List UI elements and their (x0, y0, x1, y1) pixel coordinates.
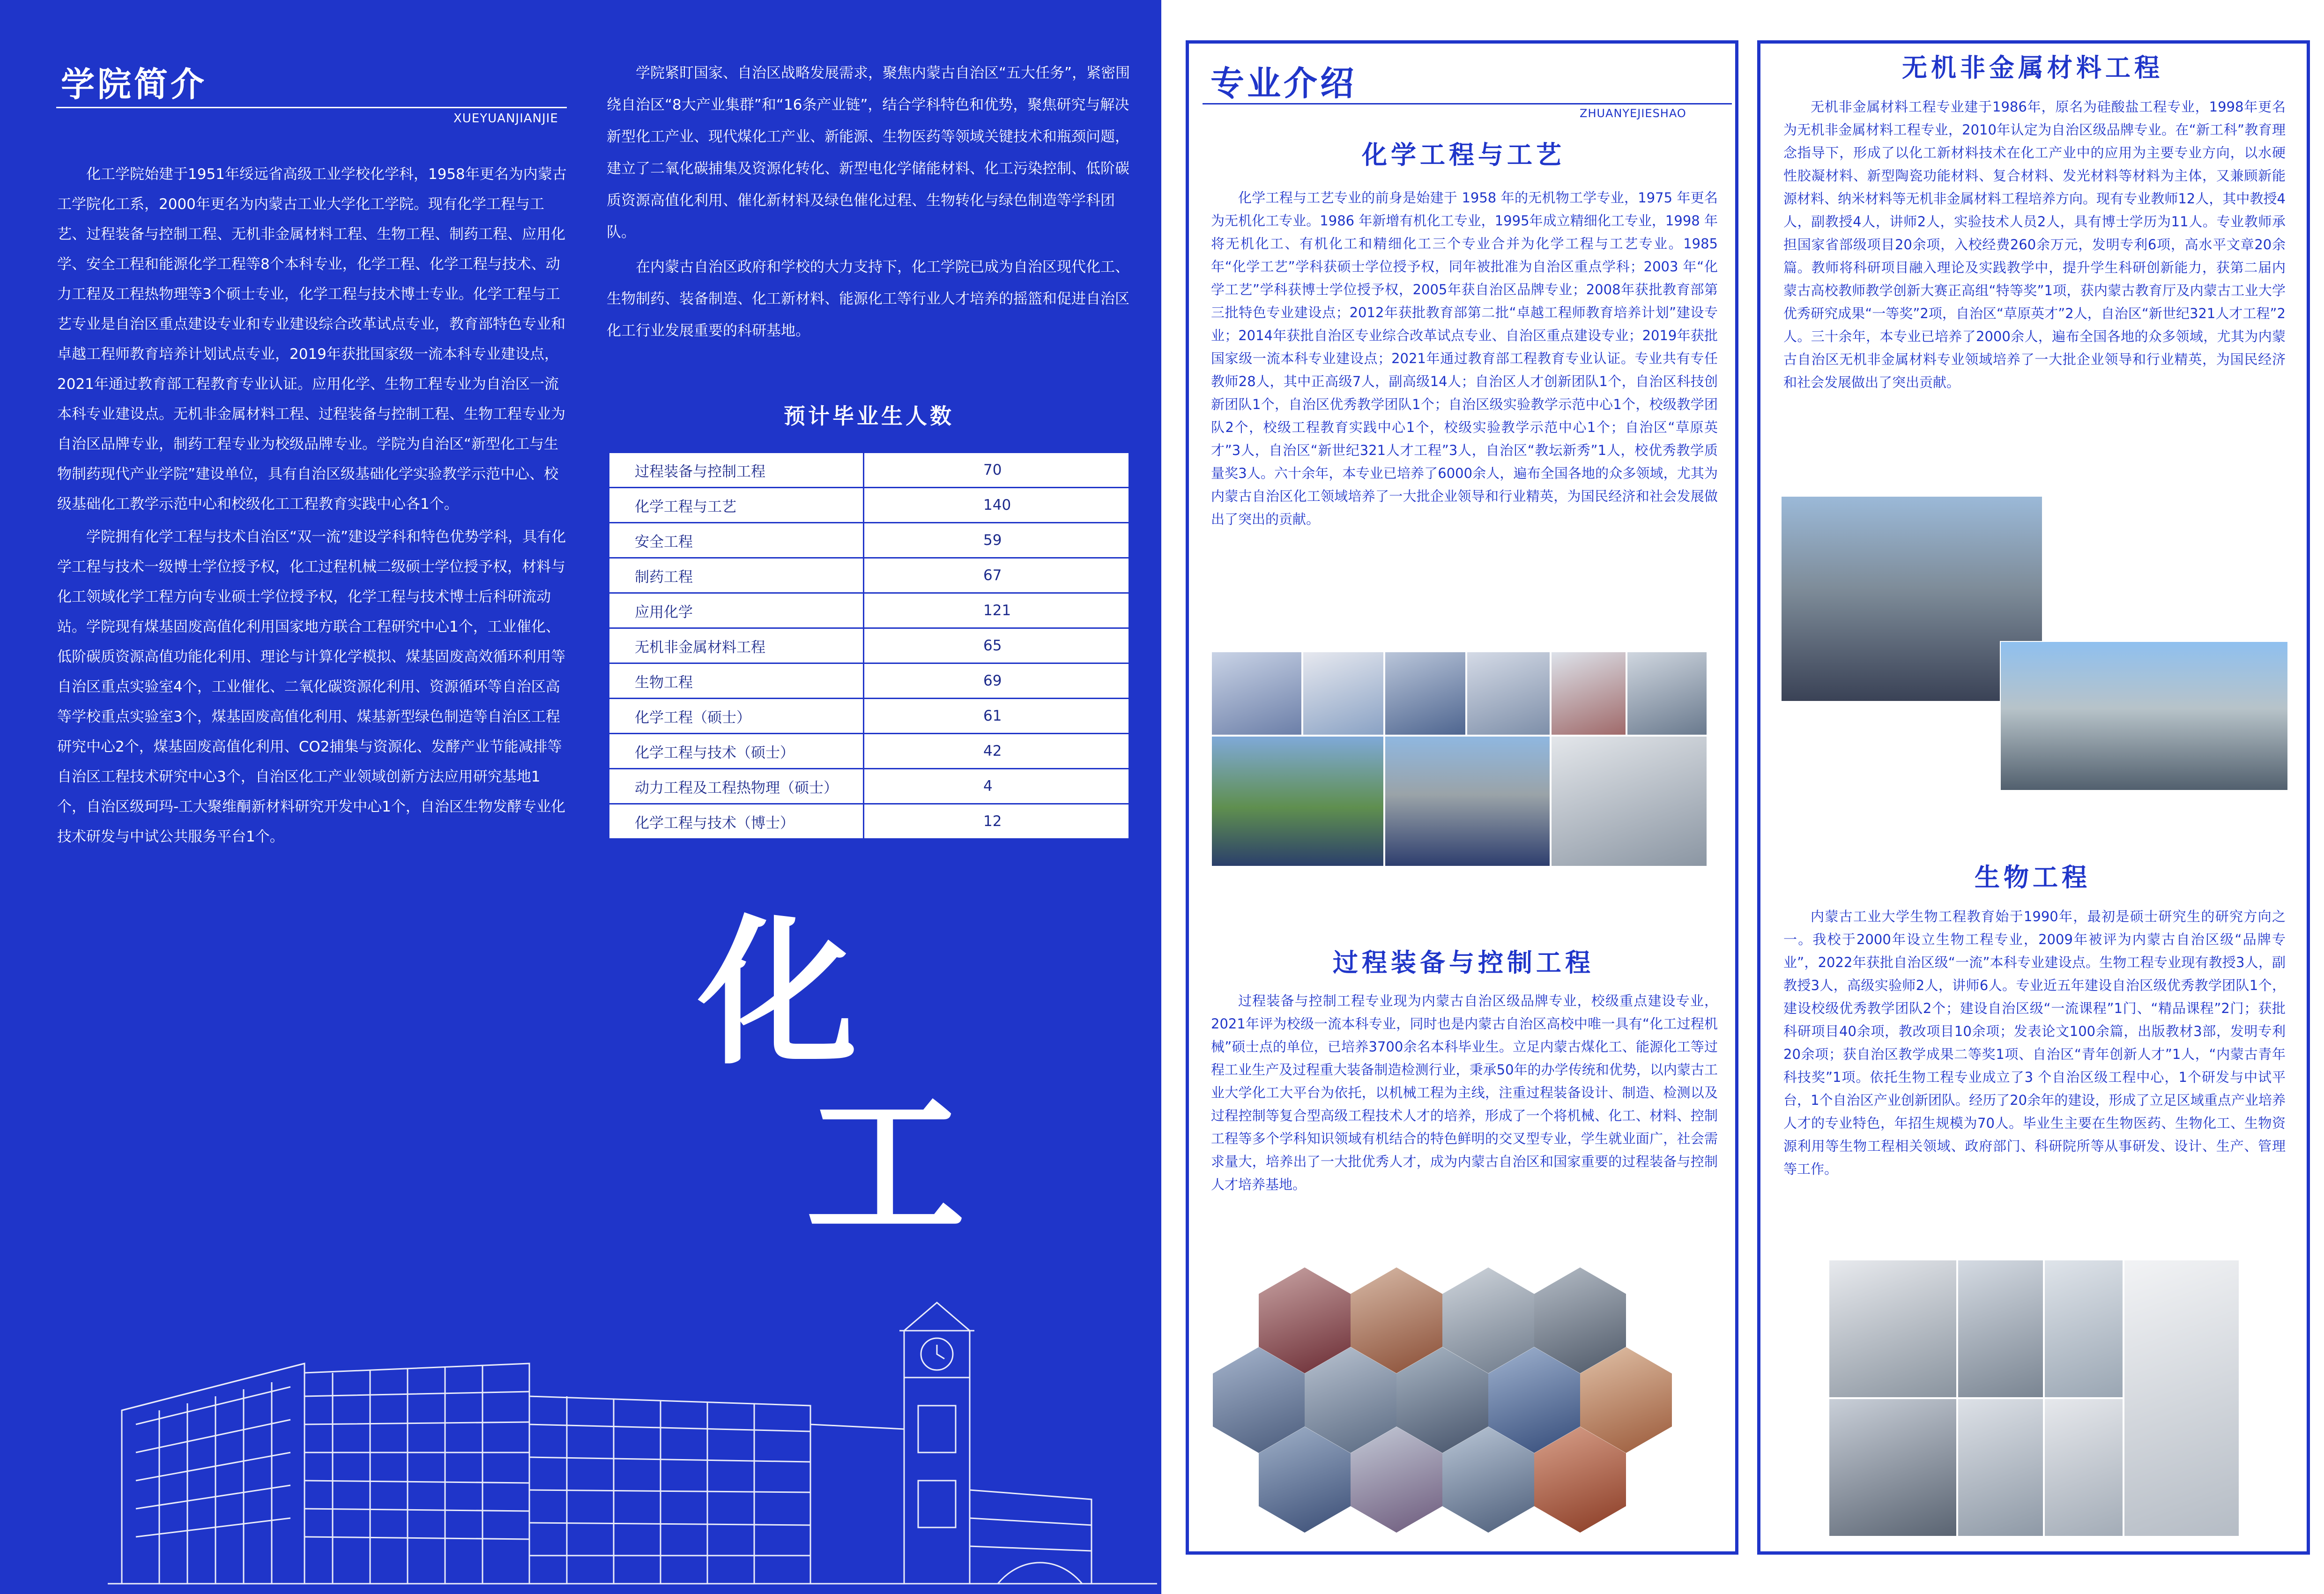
table-row (609, 734, 1129, 769)
graduate-count: 70 (864, 453, 1129, 488)
bio-heading: 生物工程 (1975, 862, 2091, 892)
table-row (609, 804, 1129, 839)
majors-title-underline (1203, 103, 1732, 104)
major-name: 无机非金属材料工程 (609, 628, 864, 663)
intro-paragraph-2: 学院拥有化学工程与技术自治区“双一流”建设学科和特色优势学科，具有化学工程与技术一级博士学位授予权，化工过程机械二级硕士学位授予权，材料与化工领域化学工程方向专业硕士学位授予权，化学工程与技术博士后科研流动站。学院现有煤基固废高值化利用国家地方联合工程研究中心1个，工业催化、低阶碳质资源高值功能化利用、理论与计算化学模拟、煤基固废高效循环利用等自治区重点实验室4个，工业催化、二氧化碳资源化利用、资源循环等自治区高等学校重点实验室3个，煤基固废高值化利用、煤基新型绿色制造等自治区工程研究中心2个，煤基固废高值化利用、CO2捕集与资源化、发酵产业节能减排等自治区工程技术研究中心3个，自治区化工产业领域创新方法应用研究基地1个，自治区级珂玛-工大聚维酮新材料研究开发中心1个，自治区生物发酵专业化技术研发与中试公共服务平台1个。 (57, 529, 566, 845)
graduate-count: 12 (864, 804, 1129, 839)
calligraphy-char-gong: 工 (806, 1073, 965, 1260)
major-name: 安全工程 (609, 523, 864, 558)
table-row (609, 523, 1129, 558)
graduate-count: 4 (864, 769, 1129, 804)
major-name: 过程装备与控制工程 (609, 453, 864, 488)
chem-photo-grid (1211, 651, 1708, 867)
graduate-count: 140 (864, 488, 1129, 523)
intro-title-underline (56, 107, 567, 108)
major-name: 化学工程与技术（硕士） (609, 734, 864, 769)
table-row (609, 593, 1129, 628)
lab-photo (1626, 651, 1708, 736)
chem-text: 化学工程与工艺专业的前身是始建于 1958 年的无机物工学专业，1975 年更名为无机化工专业。1986 年新增有机化工专业，1995年成立精细化工专业，1998 年将无机化工、有机化工和精细化工三个专业合并为化学工程与工艺专业。1985 年“化学工艺”学科获硕士学位授予权，同年被批准为自治区重点学科；2003 年“化学工艺”学科获博士学位授予权，2005年获自治区品牌专业；2008年获批教育部第三批特色专业建设点；2012年获批教育部第二批“卓越工程师教育培养计划”建设专业；2014年获批自治区专业综合改革试点专业、自治区重点建设专业；2019年获批国家级一流本科专业建设点；2021年通过教育部工程教育专业认证。专业共有专任教师28人，其中正高级7人，副高级14人；自治区人才创新团队1个，自治区科技创新团队1个，自治区优秀教学团队1个；自治区级实验教学示范中心1个，校级教学团队2个，校级工程教育实践中心1个，校级实验教学示范中心1个；自治区“草原英才”3人，自治区“新世纪321人才工程”3人，自治区“教坛新秀”1人，校优秀教学质量奖3人。六十余年，本专业已培养了6000余人，遍布全国各地的众多领域，尤其为内蒙古自治区化工领域培养了一大批企业领导和行业精英，为国民经济和社会发展做出了突出的贡献。 (1211, 190, 1718, 527)
majors-pinyin: ZHUANYEJIESHAO (1580, 107, 1686, 120)
intro-column-1 (57, 159, 568, 855)
major-name: 制药工程 (609, 558, 864, 593)
intro-pinyin: XUEYUANJIANJIE (453, 112, 558, 126)
table-row (609, 628, 1129, 663)
graduate-count: 65 (864, 628, 1129, 663)
inorganic-heading: 无机非金属材料工程 (1902, 52, 2163, 82)
lab-photo (2044, 1398, 2124, 1537)
researcher-photo (2124, 1259, 2240, 1537)
intro-paragraph-4: 在内蒙古自治区政府和学校的大力支持下，化工学院已成为自治区现代化工、生物制药、装备制造、化工新材料、能源化工等行业人才培养的摇篮和促进自治区化工行业发展重要的科研基地。 (607, 259, 1129, 339)
majors-title: 专业介绍 (1210, 64, 1357, 103)
major-name: 化学工程与技术（博士） (609, 804, 864, 839)
major-name: 生物工程 (609, 663, 864, 699)
group-photo-outdoor (1211, 736, 1384, 867)
lab-photo (1384, 651, 1466, 736)
major-name: 化学工程（硕士） (609, 699, 864, 734)
lab-photo (1466, 651, 1551, 736)
lab-photo (1957, 1398, 2044, 1537)
bio-text: 内蒙古工业大学生物工程教育始于1990年，最初是硕士研究生的研究方向之一。我校于2000年设立生物工程专业，2009年被评为内蒙古自治区级“品牌专业”，2022年获批自治区级“一流”本科专业建设点。生物工程专业现有教授3人，副教授3人，高级实验师2人，讲师6人。专业近五年建设自治区级优秀教学团队1个，建设校级优秀教学团队2个；建设自治区级“一流课程”1门、“精品课程”2门；获批科研项目40余项，教改项目10余项；发表论文100余篇，出版教材3部，发明专利20余项；获自治区教学成果二等奖1项、自治区“青年创新人才”1人，“内蒙古青年科技奖”1项。依托生物工程专业成立了3 个自治区级工程中心，1个研发与中试平台，1个自治区产业创新团队。经历了20余年的建设，形成了立足区域重点产业培养人才的专业特色，年招生规模为70人。毕业生主要在生物医药、生物化工、生物资源利用等生物工程相关领域、政府部门、科研院所等从事研发、设计、生产、管理等工作。 (1783, 909, 2286, 1177)
graduate-count: 42 (864, 734, 1129, 769)
lab-photo (1957, 1259, 2044, 1398)
graduate-count: 59 (864, 523, 1129, 558)
intro-column-2 (607, 57, 1143, 350)
major-name: 化学工程与工艺 (609, 488, 864, 523)
intro-paragraph-1: 化工学院始建于1951年绥远省高级工业学校化学科，1958年更名为内蒙古工学院化工系，2000年更名为内蒙古工业大学化工学院。现有化学工程与工艺、过程装备与控制工程、无机非金属材料工程、生物工程、制药工程、应用化学、安全工程和能源化学工程等8个本科专业，化学工程、化学工程与技术、动力工程及工程热物理等3个硕士专业，化学工程与技术博士专业。化学工程与工艺专业是自治区重点建设专业和专业建设综合改革试点专业，教育部特色专业和卓越工程师教育培养计划试点专业，2019年获批国家级一流本科专业建设点，2021年通过教育部工程教育专业认证。应用化学、生物工程专业为自治区一流本科专业建设点。无机非金属材料工程、过程装备与控制工程、生物工程专业为自治区品牌专业，制药工程专业为校级品牌专业。学院为自治区“新型化工与生物制药现代产业学院”建设单位，具有自治区级基础化学实验教学示范中心、校级基础化工教学示范中心和校级化工工程教育实践中心各1个。 (57, 166, 567, 513)
intro-paragraph-3: 学院紧盯国家、自治区战略发展需求，聚焦内蒙古自治区“五大任务”，紧密围绕自治区“8大产业集群”和“16条产业链”，结合学科特色和优势，聚焦研究与解决新型化工产业、现代煤化工产业、新能源、生物医药等领域关键技术和瓶颈问题，建立了二氧化碳捕集及资源化转化、新型电化学储能材料、化工污染控制、低阶碳质资源高值化利用、催化新材料及绿色催化过程、生物转化与绿色制造等学科团队。 (607, 65, 1130, 241)
lab-photo (2044, 1259, 2124, 1398)
lab-photo (1211, 651, 1302, 736)
graduates-table (608, 452, 1130, 840)
major-name: 应用化学 (609, 593, 864, 628)
lab-photo (1302, 651, 1384, 736)
calligraphy-char-hua: 化 (698, 900, 857, 1087)
table-row (609, 488, 1129, 523)
table-row (609, 453, 1129, 488)
lab-photo (1551, 651, 1626, 736)
lab-photo (1828, 1259, 1957, 1398)
intro-title: 学院简介 (61, 65, 208, 104)
bio-photo-grid (1828, 1259, 2240, 1537)
campus-building-illustration (108, 1256, 1157, 1594)
group-photo-building (1384, 736, 1551, 867)
process-hex-collage (1208, 1258, 1714, 1544)
table-row (609, 699, 1129, 734)
inorganic-text: 无机非金属材料工程专业建于1986年，原名为硅酸盐工程专业，1998年更名为无机非金属材料工程专业，2010年认定为自治区级品牌专业。在“新工科”教育理念指导下，形成了以化工新材料技术在化工产业中的应用为主要专业方向，以水硬性胶凝材料、新型陶瓷功能材料、复合材料、发光材料等材料为主体，又兼顾新能源材料、纳米材料等无机非金属材料工程培养方向。现有专业教师12人，其中教授4人，副教授4人，讲师2人，实验技术人员2人，具有博士学历为11人。专业教师承担国家省部级项目20余项，入校经费260余万元，发明专利6项，高水平文章20余篇。教师将科研项目融入理论及实践教学中，提升学生科研创新能力，获第二届内蒙古高校教师教学创新大赛正高组“特等奖”1项，获内蒙古教育厅及内蒙古工业大学优秀研究成果“一等奖”2项，自治区“草原英才”2人，自治区“新世纪321人才工程”2人。三十余年，本专业已培养了2000余人，遍布全国各地的众多领域，尤其为内蒙古自治区无机非金属材料专业领域培养了一大批企业领导和行业精英，为国民经济和社会发展做出了突出贡献。 (1783, 99, 2286, 390)
table-row (609, 769, 1129, 804)
process-heading: 过程装备与控制工程 (1333, 947, 1594, 977)
lab-photo (1828, 1398, 1957, 1537)
graduate-count: 69 (864, 663, 1129, 699)
major-name: 动力工程及工程热物理（硕士） (609, 769, 864, 804)
graduate-count: 61 (864, 699, 1129, 734)
graduate-count: 67 (864, 558, 1129, 593)
intro-panel (0, 0, 1161, 1594)
lab-equipment-photo (1551, 736, 1708, 867)
process-text: 过程装备与控制工程专业现为内蒙古自治区级品牌专业，校级重点建设专业，2021年评为校级一流本科专业，同时也是内蒙古自治区高校中唯一具有“化工过程机械”硕士点的单位，已培养3700余名本科毕业生。立足内蒙古煤化工、能源化工等过程工业生产及过程重大装备制造检测行业，秉承50年的办学传统和优势，以内蒙古工业大学化工大平台为依托，以机械工程为主线，注重过程装备设计、制造、检测以及过程控制等复合型高级工程技术人才的培养，形成了一个将机械、化工、材料、控制工程等多个学科知识领域有机结合的特色鲜明的交叉型专业，学生就业面广，社会需求量大，培养出了一大批优秀人才，成为内蒙古自治区和国家重要的过程装备与控制人才培养基地。 (1211, 993, 1718, 1192)
table-row (609, 663, 1129, 699)
majors-panel (1161, 0, 2324, 1594)
inorganic-group-photo (2000, 641, 2288, 791)
graduates-title: 预计毕业生人数 (784, 403, 954, 429)
table-row (609, 558, 1129, 593)
graduate-count: 121 (864, 593, 1129, 628)
chem-heading: 化学工程与工艺 (1362, 140, 1565, 170)
